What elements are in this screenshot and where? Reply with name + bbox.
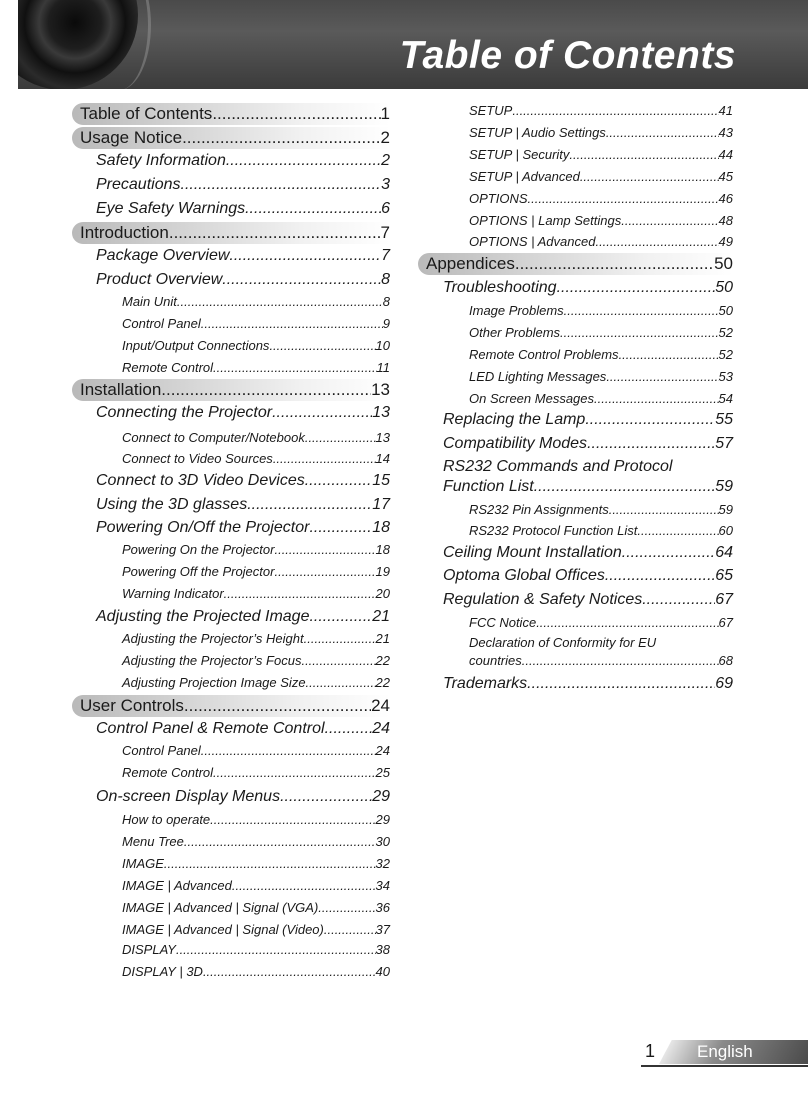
toc-entry[interactable] [122,315,390,333]
toc-entry-title: Control Panel [122,316,201,331]
toc-entry-page: 29 [372,788,390,805]
dot-leader [324,921,376,939]
toc-entry-title-continued: Function List [443,478,534,495]
toc-entry-page: 13 [372,404,390,421]
toc-entry[interactable] [96,518,390,538]
toc-entry-page: 7 [380,223,390,242]
toc-entry[interactable] [443,566,733,586]
toc-entry-page: 2 [381,152,390,169]
toc-entry[interactable] [96,403,390,423]
toc-entry-title: Introduction [80,223,169,242]
dot-leader [594,390,719,408]
toc-entry-page: 11 [376,360,390,375]
toc-entry[interactable] [96,787,390,807]
dot-leader [619,346,719,364]
toc-entry-page: 8 [382,294,390,309]
toc-entry[interactable] [469,124,733,142]
toc-entry-title: FCC Notice [469,615,537,630]
dot-leader [305,471,372,491]
toc-entry-page: 44 [718,147,733,162]
toc-entry-title: IMAGE [122,856,164,871]
toc-entry[interactable] [72,103,390,125]
toc-entry-page: 52 [718,325,733,340]
toc-entry-title: On-screen Display Menus [96,788,281,805]
toc-entry-title: IMAGE | Advanced | Signal (VGA) [122,900,319,915]
dot-leader [622,543,715,563]
dot-leader [569,146,718,164]
toc-entry-title: Control Panel [122,743,201,758]
toc-entry-page: 41 [718,103,733,118]
toc-entry-title: Using the 3D glasses [96,496,248,513]
dot-leader [304,630,376,648]
toc-entry[interactable] [96,719,390,739]
toc-entry-page: 45 [718,169,733,184]
toc-entry[interactable] [72,379,390,401]
toc-entry-page: 24 [372,720,390,737]
dot-leader [203,963,376,981]
toc-entry-page: 54 [718,391,733,406]
toc-entry-title: Menu Tree [122,834,184,849]
toc-entry-title: Regulation & Safety Notices [443,591,643,608]
toc-entry[interactable] [469,368,733,386]
toc-entry-page: 2 [380,128,390,147]
page-number: 1 [645,1041,656,1061]
toc-entry[interactable] [122,630,390,648]
toc-entry-title: Powering On the Projector [122,542,275,557]
toc-entry-title: Adjusting the Projected Image [96,608,310,625]
toc-entry-title: Ceiling Mount Installation [443,544,622,561]
toc-entry-page: 57 [715,435,733,452]
dot-leader [213,359,376,377]
dot-leader [213,764,375,782]
toc-entry-page: 40 [375,964,390,979]
toc-entry-title-continued: countries [469,653,522,668]
dot-leader [606,124,719,142]
toc-entry-page: 59 [715,478,733,495]
toc-entry-title: Installation [80,380,162,399]
toc-entry-title: Product Overview [96,271,223,288]
toc-entry[interactable] [469,233,733,251]
toc-entry-title: Adjusting the Projector’s Height [122,631,304,646]
toc-entry-title: Control Panel & Remote Control [96,720,325,737]
toc-entry[interactable] [96,471,390,491]
toc-entry-page: 13 [375,430,390,445]
toc-entry-title: Remote Control [122,360,214,375]
dot-leader [222,270,381,290]
toc-entry-title: OPTIONS [469,191,528,206]
toc-entry[interactable] [443,590,733,610]
toc-entry-page: 25 [375,765,390,780]
toc-entry-page: 32 [375,856,390,871]
toc-entry[interactable] [122,764,390,782]
toc-entry-page: 3 [381,176,390,193]
dot-leader [274,541,375,559]
toc-entry[interactable] [122,811,390,829]
toc-entry-title: DISPLAY | 3D [122,964,203,979]
dot-leader [528,190,719,208]
toc-entry-title: Connect to Computer/Notebook [122,430,305,445]
toc-entry[interactable] [443,674,733,694]
toc-entry[interactable] [122,585,390,603]
dot-leader [224,585,376,603]
toc-entry[interactable] [469,522,733,540]
toc-entry[interactable] [443,278,733,298]
toc-entry[interactable] [469,190,733,208]
toc-entry-page: 50 [715,279,733,296]
toc-entry-page: 20 [375,586,390,601]
toc-entry[interactable] [469,302,733,320]
dot-leader [606,368,718,386]
toc-entry-title: OPTIONS | Lamp Settings [469,213,622,228]
toc-entry[interactable] [443,434,733,454]
toc-entry[interactable] [122,833,390,851]
dot-leader [585,410,715,430]
toc-entry-title: IMAGE | Advanced | Signal (Video) [122,922,324,937]
toc-entry[interactable] [122,429,390,447]
toc-entry[interactable] [122,337,390,355]
dot-leader [269,337,375,355]
toc-entry[interactable] [122,742,390,760]
toc-entry-page: 30 [375,834,390,849]
dot-leader [637,522,718,540]
toc-entry-title: SETUP [469,103,513,118]
dot-leader [318,899,375,917]
dot-leader [512,102,718,120]
dot-leader [274,563,375,581]
toc-entry-title: SETUP | Security [469,147,570,162]
dot-leader [560,324,718,342]
toc-entry[interactable] [122,921,390,939]
toc-entry-title: Appendices [426,254,515,273]
toc-entry[interactable] [96,270,390,290]
toc-entry-title: Precautions [96,176,181,193]
dot-leader [642,590,715,610]
dot-leader [309,518,372,538]
dot-leader [176,941,376,959]
toc-entry-page: 59 [718,502,733,517]
dot-leader [177,293,383,311]
toc-entry-page: 1 [380,104,390,123]
dot-leader [621,212,718,230]
dot-leader [280,787,372,807]
toc-entry[interactable] [72,222,390,244]
dot-leader [305,429,376,447]
toc-entry-page: 14 [375,451,390,466]
toc-entry-title: Declaration of Conformity for EU [469,635,657,650]
dot-leader [247,495,372,515]
toc-entry[interactable] [122,877,390,895]
page-title: Table of Contents [399,34,736,77]
toc-entry-title: OPTIONS | Advanced [469,234,596,249]
toc-entry[interactable] [122,541,390,559]
dot-leader [272,403,372,423]
toc-entry-title: How to operate [122,812,211,827]
language-label: English [697,1042,753,1061]
toc-entry-page: 6 [381,200,390,217]
toc-entry[interactable] [443,543,733,563]
toc-entry-title: On Screen Messages [469,391,595,406]
toc-entry-page: 68 [718,653,733,668]
dot-leader [557,278,716,298]
dot-leader [522,652,719,670]
toc-entry[interactable] [469,324,733,342]
toc-entry-title: Package Overview [96,247,230,264]
toc-entry-title: Eye Safety Warnings [96,200,246,217]
toc-entry[interactable] [96,199,390,219]
toc-entry[interactable] [469,212,733,230]
toc-entry-page: 50 [718,303,733,318]
toc-entry-page: 21 [375,631,390,646]
toc-entry-page: 15 [372,472,390,489]
toc-entry-title: Connect to 3D Video Devices [96,472,305,489]
toc-entry-title: DISPLAY [122,942,176,957]
toc-entry-page: 19 [375,564,390,579]
toc-entry-page: 43 [718,125,733,140]
toc-entry-page: 17 [372,496,390,513]
dot-leader [527,674,715,694]
toc-entry-page: 53 [718,369,733,384]
dot-leader [564,302,719,320]
toc-entry[interactable] [122,963,390,981]
toc-entry-title: Input/Output Connections [122,338,270,353]
dot-leader [161,379,371,401]
toc-entry-title: Trademarks [443,675,528,692]
toc-entry-page: 29 [375,812,390,827]
toc-entry-title: Adjusting Projection Image Size [122,675,306,690]
toc-entry-title: User Controls [80,696,184,715]
dot-leader [226,151,381,171]
toc-entry-page: 67 [715,591,733,608]
toc-entry[interactable] [469,146,733,164]
toc-entry[interactable] [469,614,733,632]
toc-entry-page: 60 [718,523,733,538]
toc-entry-title: Connect to Video Sources [122,451,273,466]
toc-entry[interactable] [469,501,733,519]
dot-leader [169,222,381,244]
toc-entry-title: SETUP | Advanced [469,169,580,184]
toc-entry[interactable] [122,450,390,468]
dot-leader [609,501,719,519]
dot-leader [184,833,376,851]
toc-entry-title: LED Lighting Messages [469,369,607,384]
toc-entry-page: 22 [375,653,390,668]
toc-entry-page: 10 [375,338,390,353]
dot-leader [164,855,376,873]
dot-leader [325,719,373,739]
toc-entry-title: Connecting the Projector [96,404,273,421]
dot-leader [515,253,714,275]
toc-entry[interactable] [122,293,390,311]
toc-entry-title: RS232 Protocol Function List [469,523,638,538]
dot-leader [595,233,718,251]
toc-entry-title: Image Problems [469,303,564,318]
toc-entry-title: Table of Contents [80,104,213,123]
toc-entry-page: 46 [718,191,733,206]
toc-entry-page: 24 [371,696,390,715]
toc-entry-title: Safety Information [96,152,226,169]
toc-entry-page: 67 [718,615,733,630]
toc-entry[interactable] [469,390,733,408]
header-banner [18,0,808,89]
toc-entry-title: Optoma Global Offices [443,567,605,584]
dot-leader [201,742,376,760]
toc-entry-title: Remote Control Problems [469,347,619,362]
toc-entry-page: 13 [371,380,390,399]
toc-entry-page: 8 [381,271,390,288]
toc-entry-title: RS232 Commands and Protocol [443,458,673,475]
toc-entry-title: Main Unit [122,294,177,309]
toc-entry[interactable] [122,652,390,670]
dot-leader [580,168,719,186]
toc-entry[interactable] [72,695,390,717]
toc-entry[interactable] [96,495,390,515]
toc-entry-page: 9 [382,316,390,331]
toc-entry[interactable] [122,359,390,377]
toc-entry[interactable] [122,563,390,581]
toc-entry-title: RS232 Pin Assignments [469,502,609,517]
toc-entry[interactable] [96,246,390,266]
toc-entry-title: Powering On/Off the Projector [96,519,310,536]
toc-entry-page: 34 [375,878,390,893]
dot-leader [273,450,376,468]
dot-leader [181,175,382,195]
toc-entry[interactable] [418,253,733,275]
toc-entry-title: Remote Control [122,765,214,780]
toc-entry[interactable] [443,410,733,430]
dot-leader [301,652,375,670]
dot-leader [534,477,715,497]
dot-leader [587,434,715,454]
page-footer [641,1037,808,1067]
toc-entry[interactable] [469,346,733,364]
toc-entry-page: 49 [718,234,733,249]
toc-entry-page: 64 [715,544,733,561]
toc-entry-title: Troubleshooting [443,279,557,296]
toc-entry-title: Usage Notice [80,128,183,147]
dot-leader [182,127,380,149]
toc-entry[interactable] [122,899,390,917]
toc-entry-page: 38 [375,942,390,957]
toc-entry-page: 65 [715,567,733,584]
toc-entry[interactable] [122,674,390,692]
dot-leader [210,811,375,829]
toc-entry-page: 36 [375,900,390,915]
toc-entry-page: 69 [715,675,733,692]
toc-entry-title: IMAGE | Advanced [122,878,232,893]
toc-entry-page: 22 [375,675,390,690]
toc-entry[interactable] [72,127,390,149]
toc-entry-page: 18 [372,519,390,536]
toc-entry-page: 50 [714,254,733,273]
dot-leader [245,199,381,219]
toc-entry-page: 55 [715,411,733,428]
toc-entry-page: 21 [372,608,390,625]
toc-entry-title: SETUP | Audio Settings [469,125,606,140]
toc-entry[interactable] [96,175,390,195]
toc-entry-page: 48 [718,213,733,228]
toc-entry-title: Replacing the Lamp [443,411,586,428]
toc-entry-page: 52 [718,347,733,362]
toc-entry-page: 7 [381,247,390,264]
toc-entry[interactable] [443,457,733,497]
toc-entry[interactable] [469,634,733,670]
toc-entry-title: Compatibility Modes [443,435,588,452]
toc-entry-title: Warning Indicator [122,586,224,601]
dot-leader [605,566,715,586]
toc-entry[interactable] [469,102,733,120]
toc-entry-title: Powering Off the Projector [122,564,275,579]
toc-entry-page: 37 [375,922,390,937]
dot-leader [229,246,381,266]
dot-leader [306,674,376,692]
dot-leader [232,877,376,895]
toc-entry[interactable] [96,151,390,171]
toc-entry-title: Other Problems [469,325,561,340]
toc-entry[interactable] [469,168,733,186]
dot-leader [536,614,718,632]
toc-entry-page: 18 [375,542,390,557]
toc-entry[interactable] [122,855,390,873]
toc-entry[interactable] [122,941,390,959]
dot-leader [184,695,371,717]
dot-leader [309,607,372,627]
toc-entry-page: 24 [375,743,390,758]
dot-leader [201,315,383,333]
dot-leader [212,103,380,125]
toc-entry-title: Adjusting the Projector’s Focus [122,653,302,668]
toc-entry[interactable] [96,607,390,627]
